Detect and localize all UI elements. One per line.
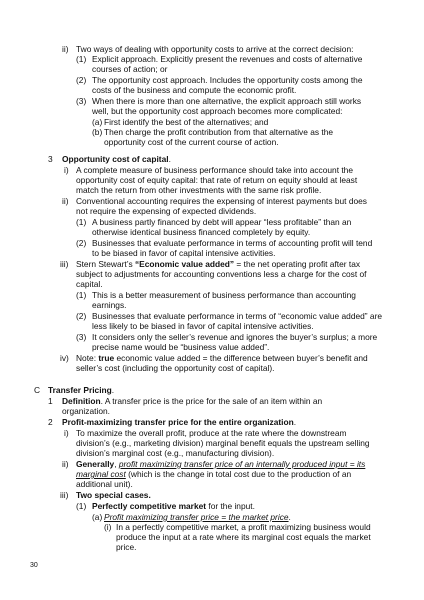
text-line: [0, 96, 424, 106]
text-run: Businesses that evaluate performance in terms of “economic value added” are: [92, 311, 383, 321]
list-marker: ii): [62, 44, 69, 54]
text-line: [0, 396, 424, 406]
text-run: subject to adjustments for accounting conventions less a charge for the cost of: [76, 269, 367, 279]
line-text: [76, 206, 256, 216]
text-line: [0, 217, 424, 227]
line-text: [116, 542, 136, 552]
text-run: to be biased in favor of capital intensive activities.: [92, 248, 276, 258]
text-run: The opportunity cost approach. Includes the opportunity costs among the: [92, 75, 363, 85]
text-run: = the net operating profit after tax: [234, 259, 361, 269]
list-marker: (3): [76, 332, 87, 342]
list-marker: 3: [48, 154, 53, 164]
text-line: [0, 479, 424, 489]
text-run: costs of the business and compute the economic profit.: [92, 85, 297, 95]
text-run: Then charge the profit contribution from that alternative as the: [104, 127, 334, 137]
text-line: [0, 438, 424, 448]
line-text: [92, 342, 269, 352]
list-marker: 2: [48, 417, 53, 427]
text-line: [0, 85, 424, 95]
list-marker: (1): [76, 290, 87, 300]
text-run: .: [168, 154, 171, 164]
text-line: [0, 417, 424, 427]
list-marker: (b): [92, 127, 103, 137]
list-marker: (3): [76, 96, 87, 106]
line-text: [76, 490, 151, 500]
line-text: [116, 532, 371, 542]
list-marker: iv): [60, 353, 69, 363]
text-run: opportunity cost of equity capital: that rate of return on equity should at least: [76, 175, 358, 185]
list-marker: (1): [76, 501, 87, 511]
line-text: [92, 332, 377, 342]
list-marker: (a): [92, 117, 103, 127]
line-text: [62, 396, 322, 406]
bold-text: “Economic value added”: [134, 259, 235, 269]
line-text: [92, 501, 255, 511]
list-marker: (1): [76, 54, 87, 64]
line-text: [92, 227, 310, 237]
text-line: [0, 532, 424, 542]
line-text: [104, 117, 268, 127]
list-marker: ii): [62, 459, 69, 469]
text-line: [0, 512, 424, 522]
text-line: [0, 185, 424, 195]
text-line: [0, 248, 424, 258]
text-run: capital.: [76, 279, 103, 289]
list-marker: 1: [48, 396, 53, 406]
line-text: [92, 290, 356, 300]
text-line: [0, 290, 424, 300]
text-run: When there is more than one alternative, the explicit approach still works: [92, 96, 362, 106]
line-text: [92, 85, 296, 95]
text-line: [0, 137, 424, 147]
text-line: [0, 106, 424, 116]
text-line: [0, 332, 424, 342]
text-line: [0, 448, 424, 458]
text-run: Stern Stewart’s: [76, 259, 135, 269]
text-run: division’s (e.g., marketing division) marginal benefit equals the upstream selling: [76, 438, 370, 448]
line-text: [76, 438, 370, 448]
line-text: [116, 522, 371, 532]
line-text: [62, 154, 171, 164]
text-run: Conventional accounting requires the expensing of interest payments but does: [76, 196, 367, 206]
text-line: [0, 165, 424, 175]
emphasis-text: Profit maximizing transfer price = the market price: [104, 512, 289, 522]
text-line: [0, 44, 424, 54]
line-text: [76, 469, 351, 479]
text-line: [0, 206, 424, 216]
text-run: Note:: [76, 353, 99, 363]
text-line: [0, 363, 424, 373]
text-run: price.: [116, 542, 137, 552]
line-text: [62, 406, 110, 416]
text-run: for the input.: [206, 501, 255, 511]
text-run: organization.: [62, 406, 110, 416]
bold-text: Transfer Pricing: [48, 385, 112, 395]
text-run: opportunity cost of the current course of action.: [104, 137, 279, 147]
list-marker: (i): [104, 522, 112, 532]
list-marker: (2): [76, 238, 87, 248]
text-line: [0, 469, 424, 479]
text-line: [0, 64, 424, 74]
text-run: A complete measure of business performance should take into account the: [76, 165, 353, 175]
list-marker: i): [64, 165, 69, 175]
line-text: [76, 259, 360, 269]
line-text: [76, 479, 133, 489]
line-text: [76, 165, 353, 175]
text-run: Explicit approach. Explicitly present the revenues and costs of alternative: [92, 54, 363, 64]
text-run: precise name would be “business value added”.: [92, 342, 270, 352]
text-line: [0, 196, 424, 206]
text-run: match the return from other investments with the same risk profile.: [76, 185, 322, 195]
text-line: [0, 406, 424, 416]
line-text: [92, 64, 167, 74]
line-text: [92, 217, 351, 227]
text-line: [0, 300, 424, 310]
bold-text: Opportunity cost of capital: [62, 154, 169, 164]
line-text: [92, 238, 372, 248]
text-run: additional unit).: [76, 479, 133, 489]
text-run: division’s marginal cost (e.g., manufacturing division).: [76, 448, 275, 458]
text-line: [0, 154, 424, 164]
text-run: (which is the change in total cost due to the production of an: [125, 469, 352, 479]
text-line: [0, 342, 424, 352]
bold-text: true: [98, 353, 115, 363]
line-text: [76, 279, 103, 289]
text-run: A business partly financed by debt will appear “less profitable” than an: [92, 217, 352, 227]
list-marker: C: [34, 385, 41, 395]
text-line: [0, 490, 424, 500]
line-text: [76, 459, 365, 469]
text-line: [0, 127, 424, 137]
line-text: [92, 248, 275, 258]
line-text: [76, 353, 368, 363]
text-run: earnings.: [92, 300, 127, 310]
text-run: .: [288, 512, 291, 522]
text-line: [0, 501, 424, 511]
line-text: [92, 106, 342, 116]
list-marker: (1): [76, 217, 87, 227]
page-number: 30: [30, 562, 38, 569]
text-run: First identify the best of the alternatives; and: [104, 117, 269, 127]
list-marker: (a): [92, 512, 103, 522]
text-run: not require the expensing of expected dividends.: [76, 206, 257, 216]
line-text: [76, 175, 357, 185]
list-marker: (2): [76, 75, 87, 85]
text-line: [0, 311, 424, 321]
text-line: [0, 542, 424, 552]
text-run: courses of action; or: [92, 64, 168, 74]
text-line: [0, 54, 424, 64]
text-run: produce the input at a rate where its marginal cost equals the market: [116, 532, 371, 542]
text-line: [0, 227, 424, 237]
bold-text: Perfectly competitive market: [92, 501, 207, 511]
text-run: well, but the opportunity cost approach becomes more complicated:: [92, 106, 343, 116]
line-text: [104, 137, 279, 147]
line-text: [92, 321, 314, 331]
line-text: [92, 54, 362, 64]
bold-text: Two special cases.: [76, 490, 151, 500]
list-marker: iii): [60, 259, 69, 269]
line-text: [76, 44, 353, 54]
emphasis-text: profit maximizing transfer price of an internally produced input = its: [118, 459, 366, 469]
text-line: [0, 175, 424, 185]
line-text: [92, 96, 361, 106]
line-text: [76, 269, 367, 279]
line-text: [92, 311, 382, 321]
text-run: This is a better measurement of business performance than accounting: [92, 290, 356, 300]
text-line: [0, 259, 424, 269]
line-text: [104, 512, 291, 522]
text-run: Businesses that evaluate performance in terms of accounting profit will tend: [92, 238, 373, 248]
line-text: [76, 448, 274, 458]
emphasis-text: marginal cost: [76, 469, 126, 479]
bold-text: Definition: [62, 396, 101, 406]
text-line: [0, 459, 424, 469]
text-run: otherwise identical business financed completely by equity.: [92, 227, 311, 237]
text-run: It considers only the seller’s revenue and ignores the buyer’s surplus; a more: [92, 332, 378, 342]
text-line: [0, 522, 424, 532]
text-line: [0, 117, 424, 127]
text-run: .: [293, 417, 297, 427]
text-run: less likely to be biased in favor of capital intensive activities.: [92, 321, 314, 331]
line-text: [92, 300, 126, 310]
list-marker: i): [64, 428, 69, 438]
line-text: [76, 363, 274, 373]
bold-text: Profit-maximizing transfer price for the entire organization: [62, 417, 294, 427]
text-line: [0, 353, 424, 363]
text-line: [0, 269, 424, 279]
text-run: seller’s cost (including the opportunity cost of capital).: [76, 363, 275, 373]
line-text: [48, 385, 114, 395]
text-line: [0, 279, 424, 289]
text-run: .: [111, 385, 115, 395]
text-run: . A transfer price is the price for the sale of an item within an: [100, 396, 323, 406]
list-marker: ii): [62, 196, 69, 206]
text-run: In a perfectly competitive market, a profit maximizing business would: [116, 522, 371, 532]
bold-text: Generally: [76, 459, 115, 469]
line-text: [76, 196, 367, 206]
text-line: [0, 321, 424, 331]
list-marker: iii): [60, 490, 69, 500]
line-text: [104, 127, 333, 137]
text-line: [0, 385, 424, 395]
text-run: Two ways of dealing with opportunity costs to arrive at the correct decision:: [76, 44, 354, 54]
line-text: [76, 428, 346, 438]
list-marker: (2): [76, 311, 87, 321]
text-run: ,: [114, 459, 119, 469]
line-text: [92, 75, 363, 85]
line-text: [76, 185, 321, 195]
text-line: [0, 428, 424, 438]
text-run: To maximize the overall profit, produce at the rate where the downstream: [76, 428, 347, 438]
line-text: [62, 417, 296, 427]
text-line: [0, 238, 424, 248]
text-line: [0, 75, 424, 85]
text-run: economic value added = the difference between buyer’s benefit and: [114, 353, 368, 363]
